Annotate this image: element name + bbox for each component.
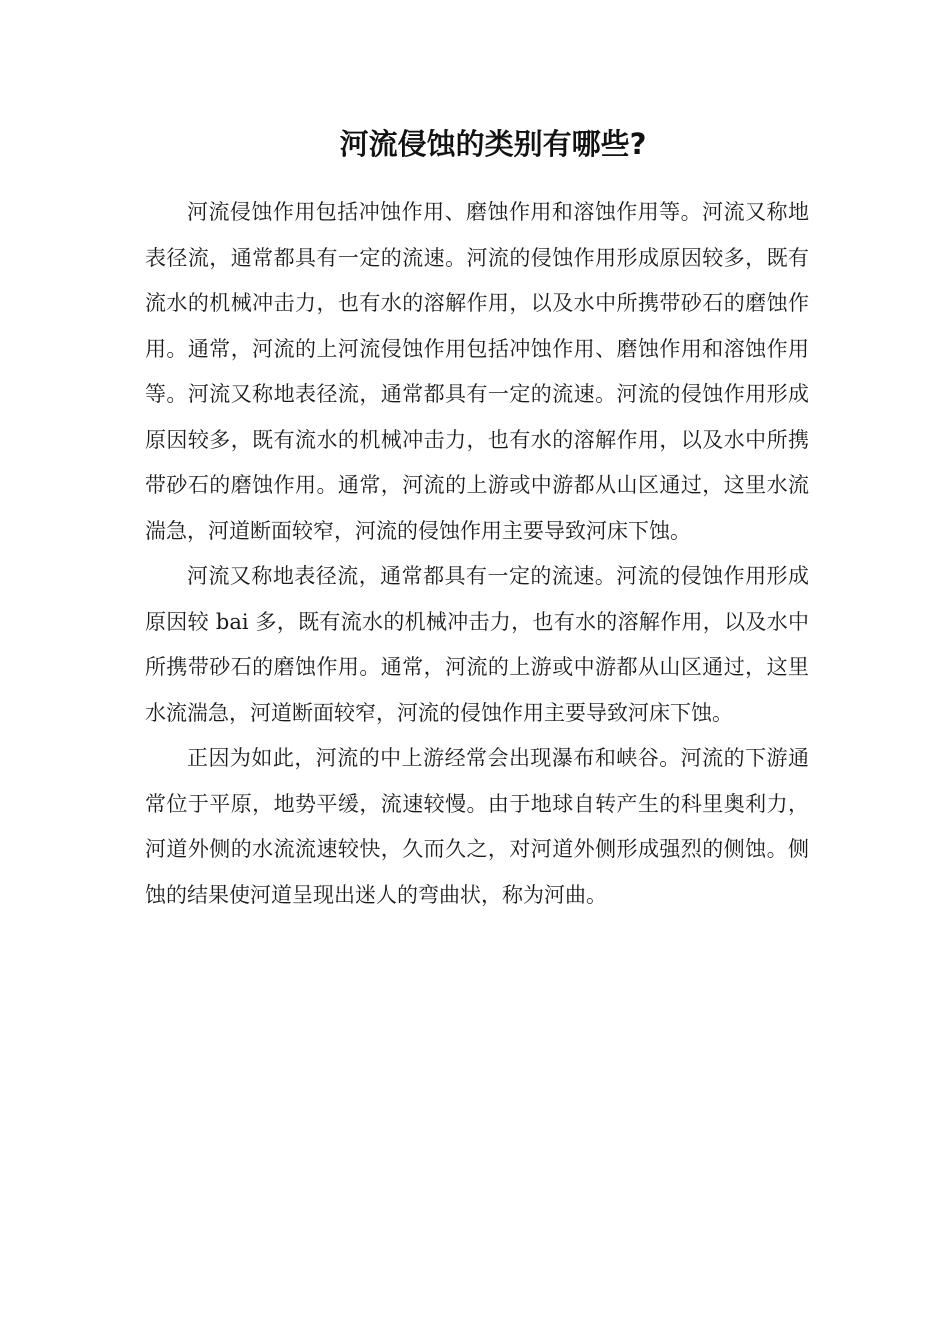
paragraph-2: 河流又称地表径流，通常都具有一定的流速。河流的侵蚀作用形成原因较 bai 多，既有流水的机械冲击力，也有水的溶解作用，以及水中所携带砂石的磨蚀作用。通常，河流的上游或中游都从山区通过，这里水流湍急，河道断面较窄，河流的侵蚀作用主要导致河床下蚀。: [145, 564, 809, 725]
paragraph-3: 正因为如此，河流的中上游经常会出现瀑布和峡谷。河流的下游通常位于平原，地势平缓，流速较慢。由于地球自转产生的科里奥利力，河道外侧的水流流速较快，久而久之，对河道外侧形成强烈的侧蚀。侧蚀的结果使河道呈现出迷人的弯曲状，称为河曲。: [145, 746, 809, 907]
document-body: [145, 190, 809, 918]
paragraph-1: 河流侵蚀作用包括冲蚀作用、磨蚀作用和溶蚀作用等。河流又称地表径流，通常都具有一定的流速。河流的侵蚀作用形成原因较多，既有流水的机械冲击力，也有水的溶解作用，以及水中所携带砂石的磨蚀作用。通常，河流的上河流侵蚀作用包括冲蚀作用、磨蚀作用和溶蚀作用等。河流又称地表径流，通常都具有一定的流速。河流的侵蚀作用形成原因较多，既有流水的机械冲击力，也有水的溶解作用，以及水中所携带砂石的磨蚀作用。通常，河流的上游或中游都从山区通过，这里水流湍急，河道断面较窄，河流的侵蚀作用主要导致河床下蚀。: [145, 200, 809, 543]
document-title: 河流侵蚀的类别有哪些?: [339, 127, 647, 161]
